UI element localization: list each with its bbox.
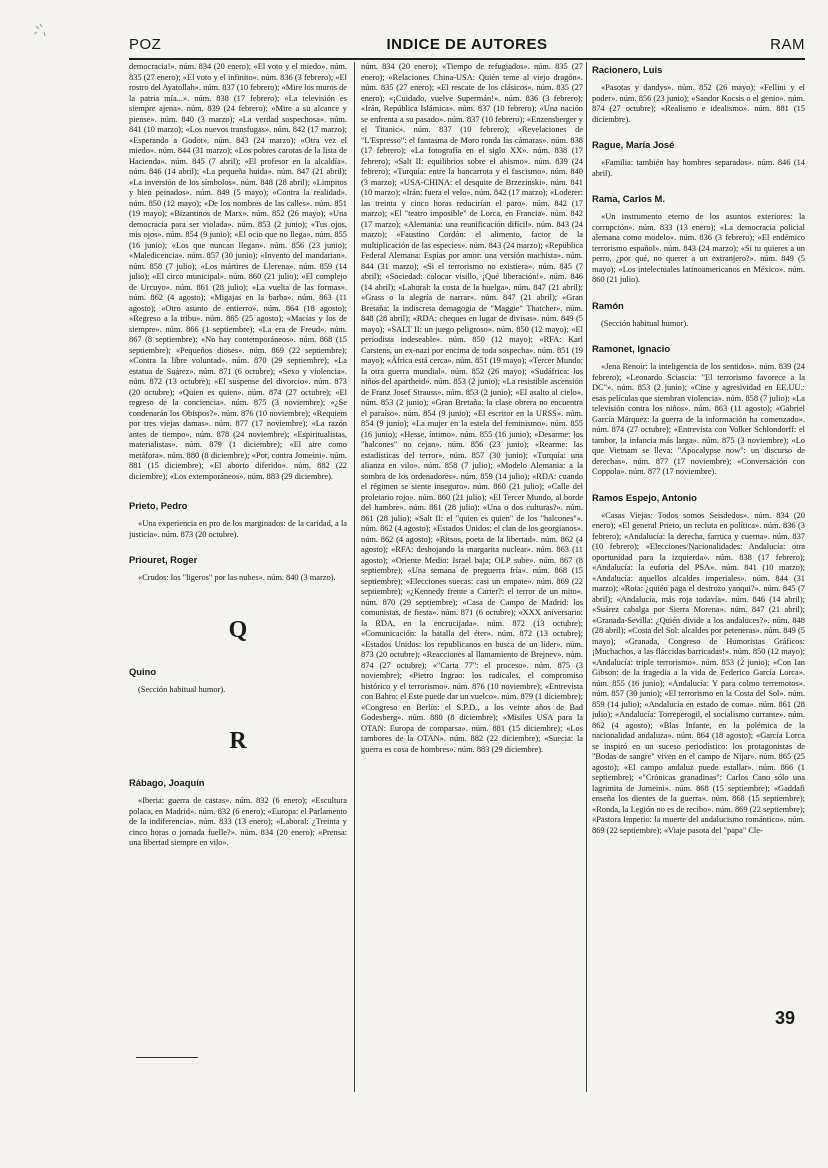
author-name: Racionero, Luis [592,64,663,75]
continued-entry-text: democracia!». núm. 834 (20 enero); «El voto y el miedo». núm. 835 (27 enero); «El voto y el infinito». núm. 836 (3 febrero); «El rostro del Ayatollah». núm. 837 (10 febrero); «Mire los muros de la patria mía...». núm. 838 (17 febrero); «La televisión es siempre ajena». núm. 839 (24 febrero); «Mire a su alcance y piense». núm. 840 (3 marzo); «La verdad sospechosa». núm. 841 (10 marzo); «Los nuevos transfugas». núm. 842 (17 marzo); «Esperando a Godot». núm. 843 (24 marzo); «Otra vez el miedo». núm. 844 (31 marzo); «Los pobres carotas de la lista de Hacienda». núm. 845 (7 abril); «El profesor en la alcaldía». núm. 846 (14 abril); «La pequeña huida». núm. 847 (21 abril); «La inversión de los símbolos». núm. 848 (28 abril); «Limpitos y bien peinados». núm. 849 (5 mayo); «Contra la realidad». núm. 850 (12 mayo); «De los nombres de las calles». núm. 851 (19 mayo); «Bizantinos de Marx». núm. 852 (26 mayo); «Una democracia para ser violada». núm. 853 (2 junio); «Tus ojos, mis ojos». núm. 854 (9 junio); «El ocio que no llega». núm. 855 (16 junio); «Los que nuncan llegan». núm. 856 (23 junio); «Maledicencia». núm. 857 (30 junio); «Invento del mandarian». núm. 858 (7 julio); «Los mártires de Llerena». núm. 859 (14 julio); «El circo municipal». núm. 860 (21 julio); «El complejo de Urcuyo». núm. 861 (28 julio); «La vuelta de las formas». núm. 862 (4 agosto); «Migajas en la barba». núm. 863 (11 agosto); «Otro asunto de entierro». núm. 864 (18 agosto); «Regreso a la tribu». núm. 865 (25 agosto); «Macías y los de siempre». núm. 866 (1 septiembre); «La era de Freud». núm. 867 (8 septiembre); «No hay contemporáneos». núm. 868 (15 septiembre); «Pequeños dioses». núm. 869 (22 septiembre); «Contra la libre voluntad». núm. 870 (29 septiembre); «La estatua de Suárez». núm. 871 (6 octubre); «Sexo y violencia». núm. 872 (13 octubre); «El suspense del divorcio». núm. 873 (20 octubre); «Quien es quien». núm. 874 (27 octubre); «El regreso de la conciencia». núm. 875 (3 noviembre); «¿Se condenarán los Obispos?». núm. 876 (10 noviembre); «Requiem por tres viejas damas». núm. 877 (17 noviembre); «La razón antes de tiempo». núm. 878 (24 noviembre); «Espiritualistas, materialistas». núm. 879 (1 diciembre); «El aire como metáfora». núm. 880 (8 diciembre); «Por, contra Jomeini». núm. 881 (15 diciembre); «El aborto diferido». núm. 882 (22 diciembre); «Los extemporáneos». núm. 883 (29 diciembre). [129,62,347,481]
column-1 [129,62,347,1102]
author-name: Ramonet, Ignacio [592,343,671,354]
author-articles: «Un instrumento eterno de los asuntos exteriores: la corrupción». núm. 833 (13 enero); «La democracia policial alemana como modelo». núm. 836 (3 febrero); «El endémico terrorismo español». núm. 843 (24 marzo); «Si tu quieres a un perro, ¿por qué, no querer a un extranjero?». núm. 849 (5 mayo); «Los intelectuales latinoamericanos en México». núm. 860 (21 julio). [592,212,805,284]
footer-rule [136,1057,198,1058]
author-articles: «Familia: también hay hombres separados». núm. 846 (14 abril). [592,158,805,178]
author-name: Priouret, Roger [129,554,198,565]
column-2 [361,62,583,1102]
author-entry [592,300,805,330]
header-left-guide: POZ [129,36,162,53]
author-articles: (Sección habitual humor). [601,318,689,328]
section-letter-q: Q [228,616,248,643]
author-name: Ramón [592,299,624,311]
header-title: INDICE DE AUTORES [386,36,548,53]
column-3 [592,62,805,1102]
author-articles: «Pasotas y dandys». núm. 852 (26 mayo); «Fellini y el poder». núm. 856 (23 junio); «Sandor Kocsis o el genio». núm. 874 (27 octubre); «Realismo e idealismo». núm. 881 (15 diciembre). [592,83,805,124]
header-right-guide: RAM [770,36,805,53]
continued-entry-text: núm. 834 (20 enero); «Tiempo de refugiados». núm. 835 (27 enero); «Relaciones China-USA: Quién teme al viejo dragón». núm. 835 (27 enero); «El rescate de los clásicos». núm. 835 (27 enero); «¡Cuidado, vuelve Supermán!». núm. 836 (3 febrero); «Irán, República Islámica». núm. 837 (10 febrero); «Una nación se enfrenta a su pasado». núm. 837 (10 febrero); «Enzensberger y el Titanic». núm. 837 (10 febrero); «Revelaciones de "L'Espresso": el fantasma de Moro ronda las cámaras». núm. 838 (17 febrero); «La fotografía en el siglo XX». núm. 838 (17 febrero); «Salt II: equilibrios sobre el abismo». núm. 839 (24 febrero); «Turquía: entre la bancarrota y el fascismo». núm. 840 (3 marzo); «USA-CHINA: el desquite de Brzezinski». núm. 841 (10 marzo); «Irán: fuera el velo». núm. 842 (17 marzo); «Loderer: las treinta y cinco horas reducirían el paro». núm. 842 (17 marzo); «El "teatro imposible" de Lorca, en Francia». núm. 842 (17 marzo); «Alemania: una reunificación difícil». núm. 843 (24 marzo); «Faustino Cordón: el alimento, factor de la multiplicación de las especies». núm. 843 (24 marzo); «República Federal Alemana: Espías por amor: una versión machista». núm. 844 (31 marzo); «Si el terrorismo no existiera». núm. 845 (7 abril); «Sociedad: colocar visillo, ¡Qué liberación!». núm. 846 (14 abril); «Laboral: la costa de la huelga». núm. 847 (21 abril); «Grass o la alegría de narrar». núm. 847 (21 abril); «Gran Bretaña: la indiscreta demagogia de "Maggie" Thatcher». núm. 848 (28 abril); «RDA: cheques en lugar de divisas». núm. 849 (5 mayo); «SALT II: un juego peligroso». núm. 850 (12 mayo); «El periodista indeseable». núm. 850 (12 mayo); «RFA: Karl Carstens, un ex-nazi por encima de toda sospecha». núm. 851 (19 mayo); «África está cerca». núm. 851 (19 mayo); «Tercer Mundo: la otra guerra mundial». núm. 852 (26 mayo); «Sudáfrica: los niños del apartheid». núm. 853 (2 junio); «La resistible ascensión de Franz Josef Strauss». núm. 853 (2 junio); «El asalto al cielo». núm. 853 (2 junio); «Gran Bretaña: la clase obrera no encuentra el paraíso». núm. 854 (9 junio); «El escritor en la URSS». núm. 854 (9 junio); «La mujer en la estela del feminismo». núm. 855 (16 junio); «Hesse, íntimo». núm. 855 (16 junio); «Desarme: los "halcones" no cejan». núm. 856 (23 junio); «Rearme: las estadísticas del terror». núm. 857 (30 junio); «Turquía: una alianza en vilo». núm. 858 (7 julio); «Modelo Alemania: a la sombra de los ordenadores». núm. 859 (14 julio); «RDA: cuando el régimen se siente inseguro». núm. 860 (21 julio); «Calle del proletario rojo». núm. 860 (21 julio); «El Tercer Mundo, al borde del hambre». núm. 861 (28 julio); «Una o dos culturas?». núm. 861 (28 julio); «Salt II: el "quien es quien" de los "halcones"». núm. 862 (4 agosto); «Estados Unidos: el clan de los georgianos». núm. 862 (4 agosto); «Ritsos, poeta de la libertad». núm. 862 (4 agosto); «RFA: deshojando la margarita nuclear». núm. 863 (11 agosto); «Oriente Medio: Israel baja; OLP sube». núm. 867 (8 septiembre); «Una semana de preguerra fría». núm. 868 (15 septiembre); «Elecciones suecas: casi un empate». núm. 869 (22 septiembre); «¿Kennedy frente a Carter?: el terror de un mito». núm. 870 (29 septiembre); «Casa de Campo de Madrid: los comunistas, de fiesta». núm. 871 (6 octubre); «XXX aniversario: la RDA, en la encrucijada». núm. 872 (13 octubre); «Comunicación: la batalla del éter». núm. 872 (13 octubre); «Estados Unidos: los republicanos en busca de un líder». núm. 873 (20 octubre); «Reacciones al llamamiento de Brejnev». núm. 874 (27 octubre); «"Carta 77": el proceso». núm. 875 (3 noviembre); «Pietro Ingrao: los radicales, el compromiso histórico y el terrorismo». núm. 876 (10 noviembre); «Entrevista con Bahro: el Este puede dar un vuelco». núm. 879 (1 diciembre); «Congreso en Berlín: el S.P.D., a los veinte años de Bad Godesberg». núm. 880 (8 diciembre); «Misiles USA para la OTAN: Europa de comparsa». núm. 881 (15 diciembre); «Los tambores de la OTAN». núm. 882 (22 diciembre); «Suecia: la guerra es cosa de hombres». núm. 883 (29 diciembre). [361,62,583,754]
author-entry [129,554,347,584]
author-entry [129,777,347,849]
ink-smudge-mark [30,20,60,60]
author-name: Prieto, Pedro [129,500,188,511]
author-entry [592,492,805,837]
author-name: Rábago, Joaquín [129,777,205,788]
author-entry [592,193,805,286]
author-articles: «Iberia: guerra de castas». núm. 832 (6 enero); «Escultura polaca, en Madrid». núm. 832 (6 enero); «Europa: el Parlamento de la indiferencia». núm. 833 (13 enero); «Laboral: ¿Treinta y cinco horas o jornada fuelle?». núm. 834 (20 enero); «Prensa: una libertad siempre en vilo». [129,796,347,847]
running-header [129,36,805,60]
author-articles: «Jena Renoir: la inteligencia de los sentidos». núm. 839 (24 febrero); «Leonardo Sciascia: "El terrorismo favorece a la DC"». núm. 853 (2 junio); «Cine y agresividad en EE.UU.: esas películas que siembran violencia». núm. 858 (7 julio); «La televisión contra los niños». núm. 863 (11 agosto); «Gabriel García Márquez: la guerra de la información ha comenzado». núm. 874 (27 octubre); «Entrevista con Volker Schlondorff: el tambor, la infancia más larga». núm. 875 (3 noviembre); «Lo que Vietnam se lleva: "Apocalypse now": un discurso de derechas». núm. 877 (17 noviembre); «Conversación con Coppola». núm. 877 (17 noviembre). [592,362,805,476]
author-articles: (Sección habitual humor). [138,684,226,694]
author-name: Rama, Carlos M. [592,193,665,204]
author-entry [592,64,805,125]
author-articles: «Una experiencia en pro de los marginados: de la caridad, a la justicia». núm. 873 (20 octubre). [129,519,347,539]
author-entry [592,139,805,179]
author-articles: «Casas Viejas: Todos somos Seisdedos». núm. 834 (20 enero); «El general Prieto, un recluta en política». núm. 836 (3 febrero); «Andalucía: la derecha, farruca y cuerna». núm. 837 (10 febrero); «Elecciones/Nacionalidades: Andalucía: otra oportunidad para la izquierda». núm. 838 (17 febrero); «Andalucía: la euforia del PSA». núm. 841 (10 marzo); «Andalucía: aquellos alcaldes imperiales». núm. 844 (31 marzo); «Rota: ¿quién paga el destrozo yanqui?». núm. 845 (7 abril); «Andalucía, más roja todavía». núm. 846 (14 abril); «Suárez cabalga por Sierra Morena». núm. 847 (21 abril); «Granada-Sevilla: ¿Quién divide a los andaluces?». núm. 848 (28 abril); «Costa del Sol: alcaldes por peteneras». núm. 849 (5 mayo); «Granada, Congreso de Humoristas Gráficos: ¡Muchachos, a las fláccidas barricadas!». núm. 850 (12 mayo); «Andalucía: triple terrorismo». núm. 853 (2 junio); «Con Ian Gibson: de la tragedia a la vida de Federico García Lorca». núm. 855 (16 junio); «Andalucía: Y para colmo terremotos». núm. 857 (30 junio); «El terrorismo en la Costa del Sol». núm. 859 (14 julio); «Andalucía en estado de coma». núm. 861 (28 julio); «Andalucía: Torreperogil, el socialismo currante». núm. 862 (4 agosto); «Blas Infante, en la polémica de la nacionalidad andaluza». núm. 864 (18 agosto); «García Lorca se inspiró en un suceso periodístico: los protagonistas de "Bodas de sangre" viven en el campo de Níjar». núm. 865 (25 agosto); «El campo andaluz puede estallar». núm. 866 (1 septiembre); «"Crónicas granadinas": Carlos Cano sólo una lagrimita de Jomeini». núm. 868 (15 septiembre); «Gaddafi enseña los dientes de la guerra». núm. 868 (15 septiembre); «Ronda, la Legión no es de recibo». núm. 869 (22 septiembre); «Pastora Imperio: la muerte del andalucismo romántico». núm. 869 (22 septiembre); «Viaje pasota del "papa" Cle- [592,510,805,835]
column-divider [354,62,355,1092]
page-number: 39 [775,1008,796,1028]
author-name: Ramos Espejo, Antonio [592,491,697,503]
author-entry [129,500,347,540]
column-divider [586,62,587,1092]
author-articles: «Crudos: los "ligeros" por las nubes». núm. 840 (3 marzo). [138,573,336,582]
author-entry [129,666,347,696]
author-name: Quino [129,665,157,677]
author-entry [592,343,805,478]
author-name: Rague, María José [592,139,675,150]
section-letter-r: R [229,728,247,754]
